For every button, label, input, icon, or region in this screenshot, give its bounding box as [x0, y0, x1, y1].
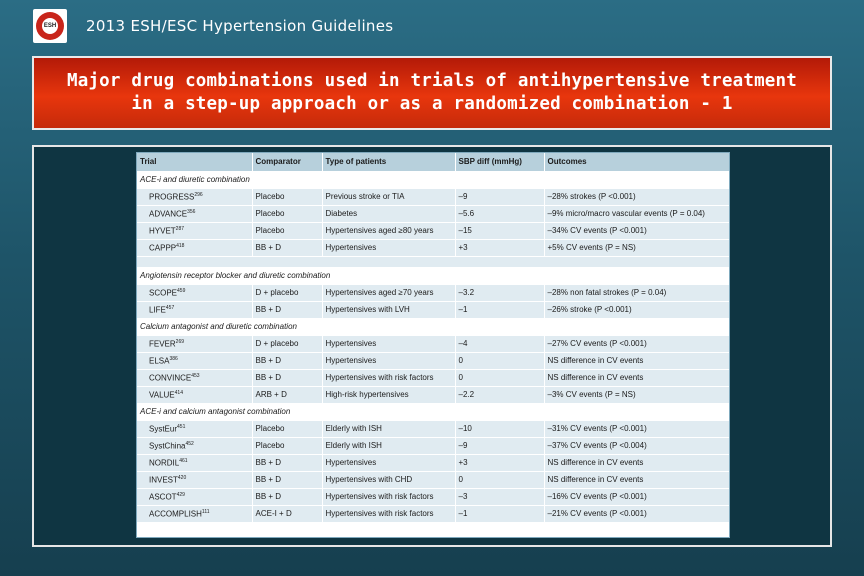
outcome-cell: –34% CV events (P <0.001) — [544, 222, 729, 239]
trial-name: CAPPP — [149, 243, 177, 253]
comparator-cell: ARB + D — [252, 386, 322, 403]
trial-cell — [137, 335, 252, 352]
patients-cell: Hypertensives aged ≥80 years — [322, 222, 455, 239]
trial-cell — [137, 239, 252, 256]
table-row — [137, 488, 729, 505]
slide-title-line-2: in a step-up approach or as a randomized combination - 1 — [131, 94, 733, 114]
trial-reference: 457 — [165, 304, 175, 311]
comparator-cell: BB + D — [252, 454, 322, 471]
patients-cell: Hypertensives with LVH — [322, 301, 455, 318]
trial-name: INVEST — [149, 475, 178, 485]
trial-reference: 459 — [177, 287, 186, 294]
trial-cell — [137, 420, 252, 437]
comparator-cell: BB + D — [252, 239, 322, 256]
table-row — [137, 505, 729, 522]
outcome-cell: –28% strokes (P <0.001) — [544, 188, 729, 205]
sbp-diff-cell: 0 — [455, 369, 544, 386]
outcome-cell: –28% non fatal strokes (P = 0.04) — [544, 284, 729, 301]
column-header: SBP diff (mmHg) — [455, 153, 544, 171]
outcome-cell: –31% CV events (P <0.001) — [544, 420, 729, 437]
trial-reference: 356 — [187, 208, 196, 215]
trial-reference: 429 — [176, 491, 185, 498]
trial-name: PROGRESS — [149, 192, 195, 202]
sbp-diff-cell: –5.6 — [455, 205, 544, 222]
trial-reference: 386 — [169, 355, 178, 362]
trial-name: ELSA — [149, 356, 170, 366]
trial-name: FEVER — [149, 339, 176, 349]
spacer-row — [137, 256, 729, 267]
patients-cell: Diabetes — [322, 205, 455, 222]
trial-name: NORDIL — [149, 458, 180, 468]
patients-cell: Hypertensives — [322, 335, 455, 352]
esh-logo — [33, 9, 67, 43]
outcome-cell: –3% CV events (P = NS) — [544, 386, 729, 403]
comparator-cell: BB + D — [252, 369, 322, 386]
sbp-diff-cell: –9 — [455, 188, 544, 205]
trial-name: SystChina — [149, 441, 186, 451]
trial-reference: 296 — [194, 191, 203, 198]
sbp-diff-cell: 0 — [455, 352, 544, 369]
comparator-cell: D + placebo — [252, 284, 322, 301]
table-row — [137, 454, 729, 471]
patients-cell: Elderly with ISH — [322, 420, 455, 437]
slide-title-banner — [32, 56, 832, 130]
patients-cell: Hypertensives — [322, 239, 455, 256]
column-header: Outcomes — [544, 153, 729, 171]
comparator-cell: Placebo — [252, 205, 322, 222]
table-row — [137, 205, 729, 222]
trial-cell — [137, 369, 252, 386]
patients-cell: Elderly with ISH — [322, 437, 455, 454]
trial-cell — [137, 205, 252, 222]
trial-name: ASCOT — [149, 492, 177, 502]
trial-cell — [137, 352, 252, 369]
trial-reference: 452 — [185, 440, 194, 447]
trial-name: SystEur — [149, 424, 178, 434]
table-header-row — [137, 153, 729, 171]
sbp-diff-cell: –1 — [455, 505, 544, 522]
comparator-cell: ACE-I + D — [252, 505, 322, 522]
outcome-cell: –27% CV events (P <0.001) — [544, 335, 729, 352]
section-title: ACE-i and calcium antagonist combination — [137, 403, 729, 420]
sbp-diff-cell: +3 — [455, 239, 544, 256]
logo-text: ESH — [42, 18, 58, 34]
trials-table — [137, 153, 730, 523]
outcome-cell: –26% stroke (P <0.001) — [544, 301, 729, 318]
section-title: Calcium antagonist and diuretic combination — [137, 318, 729, 335]
logo-ring-icon — [36, 12, 64, 40]
header-title: 2013 ESH/ESC Hypertension Guidelines — [86, 17, 394, 35]
patients-cell: Hypertensives — [322, 352, 455, 369]
outcome-cell: –21% CV events (P <0.001) — [544, 505, 729, 522]
trial-cell — [137, 188, 252, 205]
comparator-cell: BB + D — [252, 352, 322, 369]
table-row — [137, 420, 729, 437]
trial-cell — [137, 454, 252, 471]
outcome-cell: NS difference in CV events — [544, 369, 729, 386]
comparator-cell: BB + D — [252, 471, 322, 488]
sbp-diff-cell: –3 — [455, 488, 544, 505]
table-row — [137, 222, 729, 239]
comparator-cell: BB + D — [252, 301, 322, 318]
section-row — [137, 267, 729, 284]
trials-table-container — [136, 152, 730, 538]
comparator-cell: BB + D — [252, 488, 322, 505]
patients-cell: Previous stroke or TIA — [322, 188, 455, 205]
table-row — [137, 386, 729, 403]
trial-reference: 461 — [179, 457, 188, 464]
section-row — [137, 318, 729, 335]
comparator-cell: Placebo — [252, 437, 322, 454]
table-row — [137, 369, 729, 386]
table-row — [137, 352, 729, 369]
sbp-diff-cell: –15 — [455, 222, 544, 239]
outcome-cell: –9% micro/macro vascular events (P = 0.04) — [544, 205, 729, 222]
trial-reference: 453 — [191, 372, 200, 379]
table-row — [137, 284, 729, 301]
trial-name: LIFE — [149, 305, 166, 315]
trial-reference: 269 — [175, 338, 185, 345]
trial-name: ACCOMPLISH — [149, 509, 202, 519]
patients-cell: Hypertensives with CHD — [322, 471, 455, 488]
table-row — [137, 188, 729, 205]
patients-cell: Hypertensives with risk factors — [322, 505, 455, 522]
trial-cell — [137, 488, 252, 505]
outcome-cell: –37% CV events (P <0.004) — [544, 437, 729, 454]
trial-reference: 420 — [177, 474, 187, 481]
comparator-cell: Placebo — [252, 222, 322, 239]
outcome-cell: NS difference in CV events — [544, 471, 729, 488]
trial-reference: 287 — [175, 225, 185, 232]
sbp-diff-cell: –1 — [455, 301, 544, 318]
table-row — [137, 437, 729, 454]
section-title: Angiotensin receptor blocker and diuretic combination — [137, 267, 729, 284]
sbp-diff-cell: –4 — [455, 335, 544, 352]
outcome-cell: NS difference in CV events — [544, 352, 729, 369]
trial-reference: 418 — [176, 242, 185, 249]
trial-name: HYVET — [149, 226, 176, 236]
slide-title-line-1: Major drug combinations used in trials of antihypertensive treatment — [66, 71, 798, 91]
sbp-diff-cell: –10 — [455, 420, 544, 437]
outcome-cell: +5% CV events (P = NS) — [544, 239, 729, 256]
patients-cell: Hypertensives aged ≥70 years — [322, 284, 455, 301]
trial-name: CONVINCE — [149, 373, 192, 383]
table-body — [137, 171, 729, 522]
sbp-diff-cell: +3 — [455, 454, 544, 471]
spacer-cell — [137, 256, 729, 267]
column-header: Type of patients — [322, 153, 455, 171]
table-row — [137, 335, 729, 352]
trial-name: VALUE — [149, 390, 175, 400]
sbp-diff-cell: –9 — [455, 437, 544, 454]
table-row — [137, 301, 729, 318]
column-header: Trial — [137, 153, 252, 171]
trial-cell — [137, 284, 252, 301]
trial-reference: 111 — [201, 508, 210, 515]
trial-cell — [137, 386, 252, 403]
comparator-cell: Placebo — [252, 420, 322, 437]
sbp-diff-cell: –3.2 — [455, 284, 544, 301]
patients-cell: High-risk hypertensives — [322, 386, 455, 403]
trial-reference: 451 — [177, 423, 186, 430]
sbp-diff-cell: 0 — [455, 471, 544, 488]
section-title: ACE-i and diuretic combination — [137, 171, 729, 188]
outcome-cell: NS difference in CV events — [544, 454, 729, 471]
trial-cell — [137, 222, 252, 239]
outcome-cell: –16% CV events (P <0.001) — [544, 488, 729, 505]
sbp-diff-cell: –2.2 — [455, 386, 544, 403]
trial-cell — [137, 471, 252, 488]
column-header: Comparator — [252, 153, 322, 171]
patients-cell: Hypertensives with risk factors — [322, 488, 455, 505]
trial-reference: 414 — [174, 389, 183, 396]
section-row — [137, 403, 729, 420]
section-row — [137, 171, 729, 188]
patients-cell: Hypertensives with risk factors — [322, 369, 455, 386]
comparator-cell: D + placebo — [252, 335, 322, 352]
trial-cell — [137, 505, 252, 522]
comparator-cell: Placebo — [252, 188, 322, 205]
patients-cell: Hypertensives — [322, 454, 455, 471]
trial-cell — [137, 437, 252, 454]
trial-cell — [137, 301, 252, 318]
table-row — [137, 239, 729, 256]
table-row — [137, 471, 729, 488]
trial-name: SCOPE — [149, 288, 178, 298]
trial-name: ADVANCE — [149, 209, 188, 219]
